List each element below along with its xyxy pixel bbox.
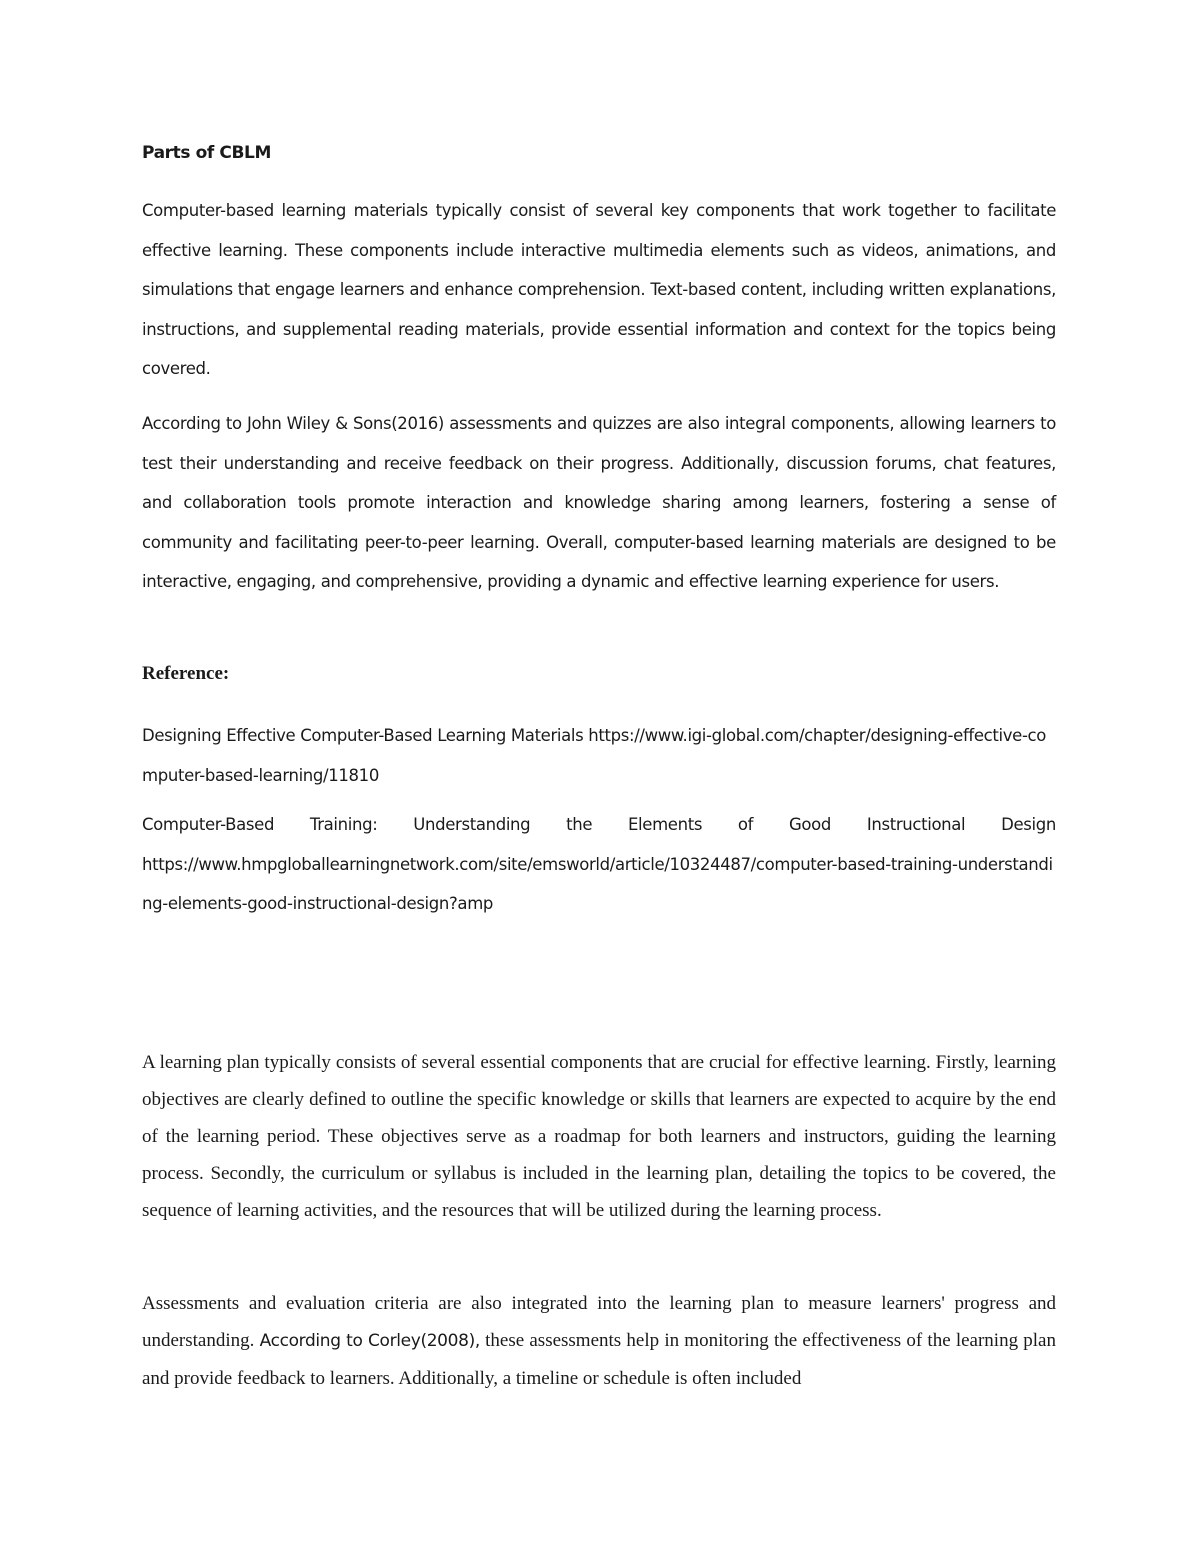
- reference-url[interactable]: https://www.hmpgloballearningnetwork.com/site/emsworld/article/10324487/computer-based-training-understanding-elements-good-instructional-design?amp: [142, 854, 1053, 913]
- citation: According to Corley(2008),: [259, 1331, 480, 1351]
- body-paragraph: A learning plan typically consists of several essential components that are crucial for effective learning. Firstly, learning objectives are clearly defined to outline the specific knowledge or skills that learners are expected to acquire by the end of the learning period. These objectives serve as a roadmap for both learners and instructors, guiding the learning process. Secondly, the curriculum or syllabus is included in the learning plan, detailing the topics to be covered, the sequence of learning activities, and the resources that will be utilized during the learning process.: [142, 1052, 1056, 1221]
- reference-heading: Reference:: [142, 663, 230, 684]
- body-paragraph: According to John Wiley & Sons(2016) assessments and quizzes are also integral components, allowing learners to test their understanding and receive feedback on their progress. Additionally, discussion forums, chat features, and collaboration tools promote interaction and knowledge sharing among learners, fostering a sense of community and facilitating peer-to-peer learning. Overall, computer-based learning materials are designed to be interactive, engaging, and comprehensive, providing a dynamic and effective learning experience for users.: [142, 414, 1056, 591]
- reference-item: [142, 805, 1056, 924]
- paragraph-text: Assessments and evaluation criteria are also integrated into the learning plan to measure learners' progress and understanding.: [142, 1293, 1056, 1351]
- reference-item: Designing Effective Computer-Based Learning Materials https://www.igi-global.com/chapter/designing-effective-computer-based-learning/11810: [142, 726, 1047, 785]
- paragraph-text: these assessments help in monitoring the effectiveness of the learning plan and provide feedback to learners. Additionally, a timeline or schedule is often included: [142, 1330, 1056, 1389]
- body-paragraph: Computer-based learning materials typically consist of several key components that work together to facilitate effective learning. These components include interactive multimedia elements such as videos, animations, and simulations that engage learners and enhance comprehension. Text-based content, including written explanations, instructions, and supplemental reading materials, provide essential information and context for the topics being covered.: [142, 201, 1056, 378]
- body-paragraph: [142, 1285, 1056, 1397]
- reference-title: Computer-Based Training: Understanding the Elements of Good Instructional Design: [142, 815, 1056, 834]
- section-heading: Parts of CBLM: [142, 143, 271, 163]
